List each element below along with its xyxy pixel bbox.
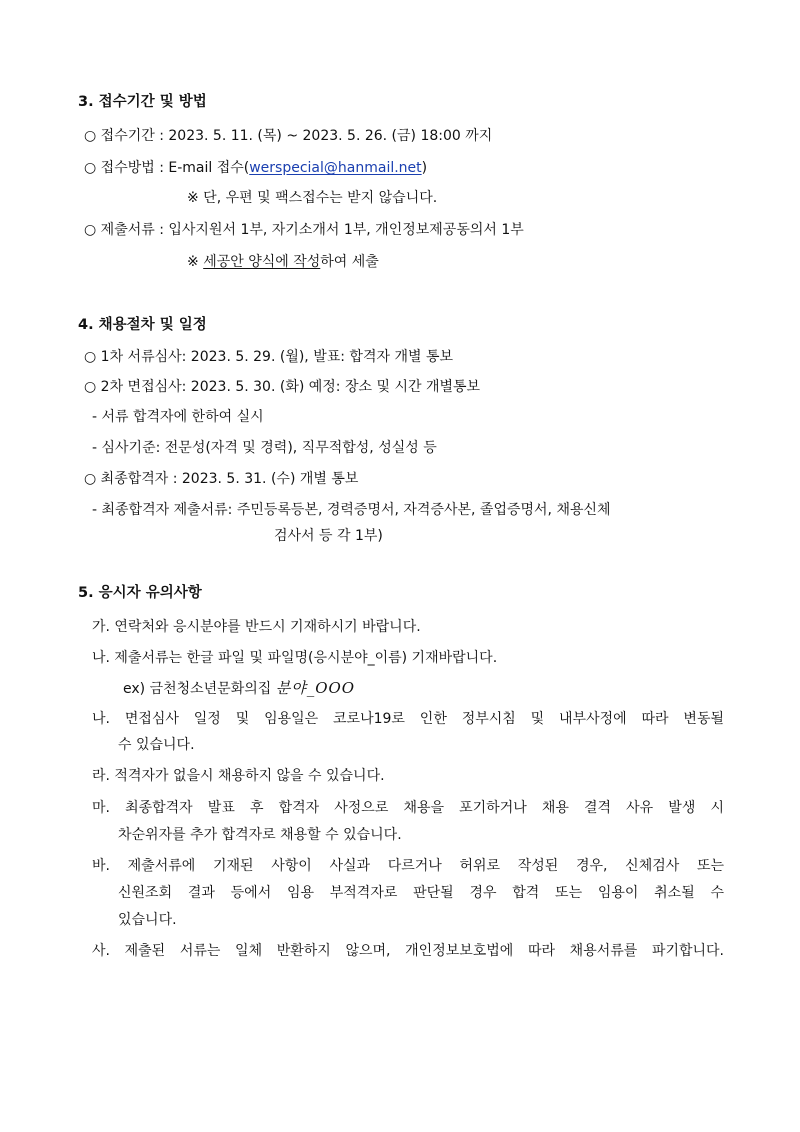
screening-criteria-note: - 심사기준: 전문성(자격 및 경력), 직무적합성, 성실성 등 — [92, 440, 437, 456]
note-rest-text: 하여 세출 — [320, 254, 379, 270]
filename-example — [123, 678, 355, 699]
application-method-suffix: ) — [421, 160, 428, 176]
handwritten-example: 분야_OOO — [275, 679, 356, 697]
note-underlined-text: 세공안 양식에 작성 — [203, 254, 321, 270]
notice-sa: 사. 제출된 서류는 일체 반환하지 않으며, 개인정보보호법에 따라 채용서류를 파기합니다. — [92, 943, 724, 959]
notice-ba-line-3: 있습니다. — [118, 912, 177, 928]
notice-ga: 가. 연락처와 응시분야를 반드시 기재하시기 바랍니다. — [92, 619, 421, 635]
notice-ma-line-1: 마. 최종합격자 발표 후 합격자 사정으로 채용을 포기하거나 채용 결격 사유 발생 시 — [92, 800, 724, 816]
section-5-heading: 5. 응시자 유의사항 — [78, 585, 202, 601]
filename-example-label: ex) 금천청소년문화의집 — [123, 681, 272, 697]
notice-na-2-line-2: 수 있습니다. — [118, 737, 195, 753]
final-selection: ○ 최종합격자 : 2023. 5. 31. (수) 개별 통보 — [84, 471, 359, 487]
application-method-prefix: ○ 접수방법 : E-mail 접수( — [84, 160, 250, 176]
second-interview: ○ 2차 면접심사: 2023. 5. 30. (화) 예정: 장소 및 시간 개별통보 — [84, 379, 481, 395]
required-documents-note — [187, 252, 379, 272]
required-documents: ○ 제출서류 : 입사지원서 1부, 자기소개서 1부, 개인정보제공동의서 1부 — [84, 222, 524, 238]
notice-na-2-line-1: 나. 면접심사 일정 및 임용일은 코로나19로 인한 정부시침 및 내부사정에 따라 변동될 — [92, 711, 724, 727]
application-period: ○ 접수기간 : 2023. 5. 11. (목) ~ 2023. 5. 26. (금) 18:00 까지 — [84, 128, 493, 144]
interview-eligibility-note: - 서류 합격자에 한하여 실시 — [92, 409, 264, 425]
notice-ra: 라. 적격자가 없을시 채용하지 않을 수 있습니다. — [92, 768, 385, 784]
notice-ba-line-1: 바. 제출서류에 기재된 사항이 사실과 다르거나 허위로 작성된 경우, 신체검사 또는 — [92, 858, 724, 874]
application-method — [84, 158, 427, 178]
first-screening: ○ 1차 서류심사: 2023. 5. 29. (월), 발표: 합격자 개별 통보 — [84, 349, 453, 365]
notice-ba-line-2: 신원조회 결과 등에서 임용 부적격자로 판단될 경우 합격 또는 임용이 취소될 수 — [118, 885, 724, 901]
section-4-heading: 4. 채용절차 및 일정 — [78, 317, 207, 333]
notice-na-1: 나. 제출서류는 한글 파일 및 파일명(응시분야_이름) 기재바랍니다. — [92, 650, 498, 666]
final-documents-line-2: 검사서 등 각 1부) — [274, 528, 383, 544]
notice-ma-line-2: 차순위자를 추가 합격자로 채용할 수 있습니다. — [118, 827, 402, 843]
note-mark: ※ — [187, 254, 204, 270]
application-method-note: ※ 단, 우편 및 팩스접수는 받지 않습니다. — [187, 190, 438, 206]
final-documents-line-1: - 최종합격자 제출서류: 주민등록등본, 경력증명서, 자격증사본, 졸업증명서, 채용신체 — [92, 502, 611, 518]
section-3-heading: 3. 접수기간 및 방법 — [78, 94, 207, 110]
application-email-link[interactable]: werspecial@hanmail.net — [249, 160, 422, 176]
